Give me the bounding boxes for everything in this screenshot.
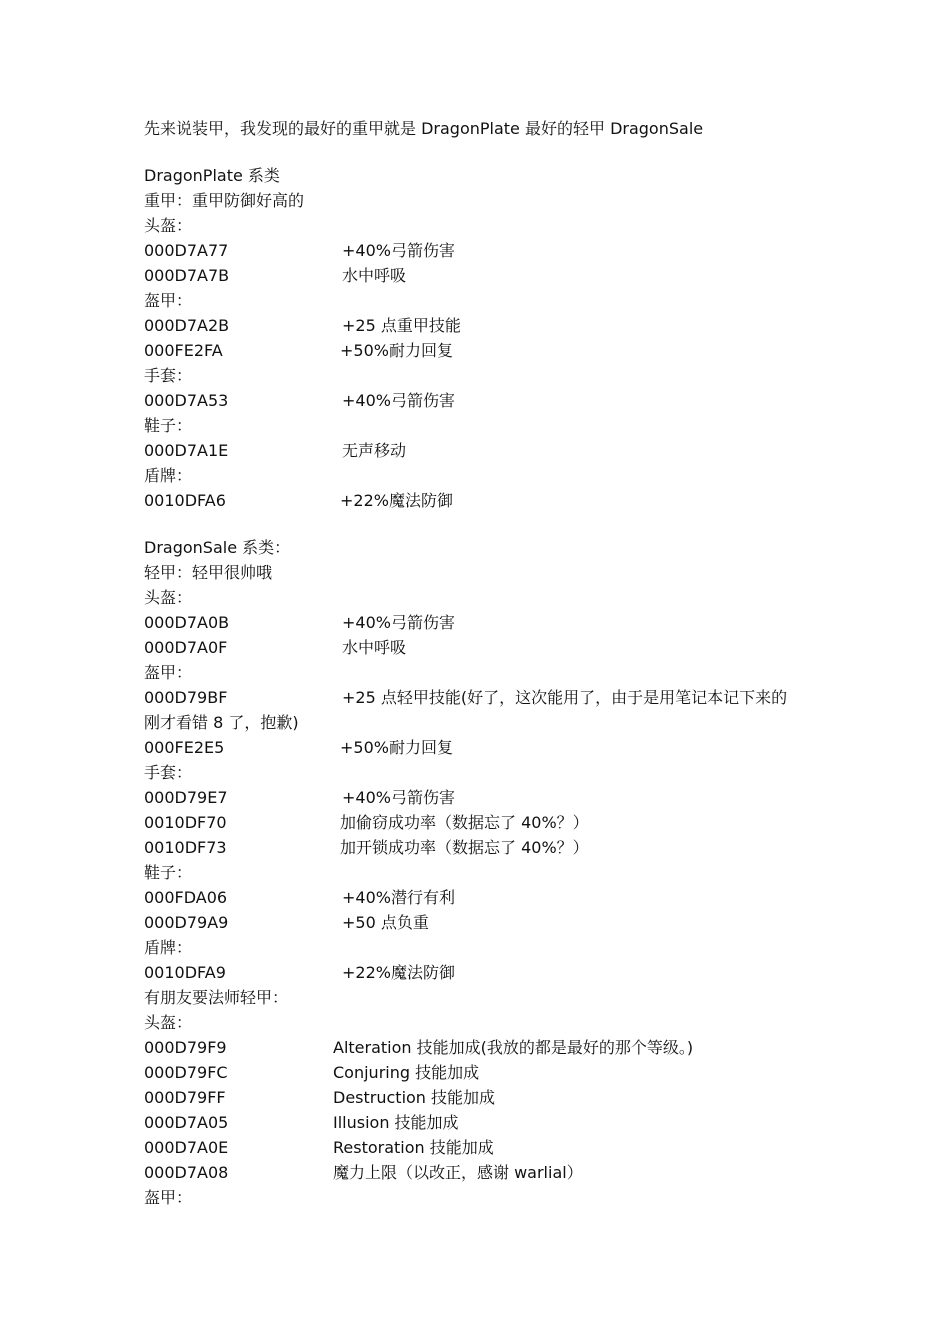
sale-helmet-label: 头盔： — [144, 588, 193, 607]
item-row-line — [144, 685, 824, 710]
item-desc: +50%耐力回复 — [340, 738, 453, 757]
item-desc: +50%耐力回复 — [340, 341, 453, 360]
plate-boots-label: 鞋子： — [144, 416, 193, 435]
intro-paragraph: 先来说装甲，我发现的最好的重甲就是 DragonPlate 最好的轻甲 DragonSale — [144, 119, 704, 138]
item-desc: 加偷窃成功率（数据忘了 40%？） — [340, 813, 589, 832]
item-desc: 无声移动 — [342, 441, 407, 460]
item-code: 000FE2FA — [144, 341, 223, 360]
item-code: 000D7A05 — [144, 1113, 229, 1132]
item-row — [144, 610, 824, 635]
item-row — [144, 1135, 824, 1160]
item-desc: +40%弓箭伤害 — [342, 391, 455, 410]
item-desc: Conjuring 技能加成 — [333, 1063, 480, 1082]
sale-section-subtitle: 轻甲：轻甲很帅哦 — [144, 563, 273, 582]
item-code: 000D7A77 — [144, 241, 229, 260]
section-spacer — [144, 513, 824, 535]
item-row — [144, 960, 824, 985]
item-row — [144, 1060, 824, 1085]
item-row — [144, 885, 824, 910]
sale-section-title: DragonSale 系类： — [144, 538, 291, 557]
plate-gloves-label: 手套： — [144, 366, 193, 385]
item-row — [144, 263, 824, 288]
item-code: 000FE2E5 — [144, 738, 225, 757]
item-row — [144, 238, 824, 263]
item-code: 000D7A7B — [144, 266, 230, 285]
item-code: 000D7A53 — [144, 391, 229, 410]
item-code: 000D79FF — [144, 1088, 226, 1107]
item-code: 000D7A0B — [144, 613, 230, 632]
item-desc: +22%魔法防御 — [342, 963, 455, 982]
item-code: 000FDA06 — [144, 888, 228, 907]
mage-helmet-label: 头盔： — [144, 1013, 193, 1032]
item-code: 000D7A0F — [144, 638, 228, 657]
plate-section-subtitle: 重甲：重甲防御好高的 — [144, 191, 305, 210]
item-code: 000D7A2B — [144, 316, 230, 335]
item-desc: +40%潜行有利 — [342, 888, 455, 907]
item-code: 000D79A9 — [144, 913, 229, 932]
item-desc: +25 点轻甲技能(好了，这次能用了，由于是用笔记本记下来的 — [342, 688, 788, 707]
item-row — [144, 1110, 824, 1135]
sale-boots-label: 鞋子： — [144, 863, 193, 882]
mage-armor-label: 盔甲： — [144, 1188, 193, 1207]
item-desc: +40%弓箭伤害 — [342, 613, 455, 632]
item-desc: +40%弓箭伤害 — [342, 241, 455, 260]
item-code: 000D7A08 — [144, 1163, 229, 1182]
item-row — [144, 910, 824, 935]
item-desc: Illusion 技能加成 — [333, 1113, 459, 1132]
item-desc: Destruction 技能加成 — [333, 1088, 496, 1107]
sale-armor-label: 盔甲： — [144, 663, 193, 682]
sale-shield-label: 盾牌： — [144, 938, 193, 957]
item-row — [144, 785, 824, 810]
item-code: 000D79E7 — [144, 788, 228, 807]
item-code: 000D79F9 — [144, 1038, 227, 1057]
item-row — [144, 1085, 824, 1110]
document-content — [144, 116, 824, 1210]
item-row — [144, 835, 824, 860]
item-code: 0010DFA6 — [144, 491, 226, 510]
item-desc: Restoration 技能加成 — [333, 1138, 494, 1157]
item-row — [144, 735, 824, 760]
item-desc-continuation: 刚才看错 8 了，抱歉) — [144, 713, 299, 732]
item-row — [144, 388, 824, 413]
item-desc: 水中呼吸 — [342, 266, 407, 285]
item-desc: 水中呼吸 — [342, 638, 407, 657]
item-code: 0010DF73 — [144, 838, 227, 857]
item-code: 000D79FC — [144, 1063, 228, 1082]
item-code: 000D7A0E — [144, 1138, 229, 1157]
item-code: 0010DFA9 — [144, 963, 226, 982]
plate-armor-label: 盔甲： — [144, 291, 193, 310]
plate-helmet-label: 头盔： — [144, 216, 193, 235]
item-row — [144, 338, 824, 363]
item-row — [144, 810, 824, 835]
item-row — [144, 488, 824, 513]
item-desc: +40%弓箭伤害 — [342, 788, 455, 807]
plate-shield-label: 盾牌： — [144, 466, 193, 485]
item-row — [144, 313, 824, 338]
item-row-wrapped — [144, 685, 824, 735]
item-desc: +22%魔法防御 — [340, 491, 453, 510]
item-code: 0010DF70 — [144, 813, 227, 832]
item-desc: Alteration 技能加成(我放的都是最好的那个等级。) — [333, 1038, 694, 1057]
item-desc: 魔力上限（以改正，感谢 warlial） — [333, 1163, 583, 1182]
sale-gloves-label: 手套： — [144, 763, 193, 782]
item-row — [144, 635, 824, 660]
item-code: 000D79BF — [144, 688, 228, 707]
mage-section-title: 有朋友要法师轻甲： — [144, 988, 289, 1007]
item-desc: +25 点重甲技能 — [342, 316, 461, 335]
item-row — [144, 1160, 824, 1185]
plate-section-title: DragonPlate 系类 — [144, 166, 280, 185]
item-code: 000D7A1E — [144, 441, 229, 460]
item-row — [144, 438, 824, 463]
item-row — [144, 1035, 824, 1060]
item-desc: 加开锁成功率（数据忘了 40%？） — [340, 838, 589, 857]
item-desc: +50 点负重 — [342, 913, 429, 932]
